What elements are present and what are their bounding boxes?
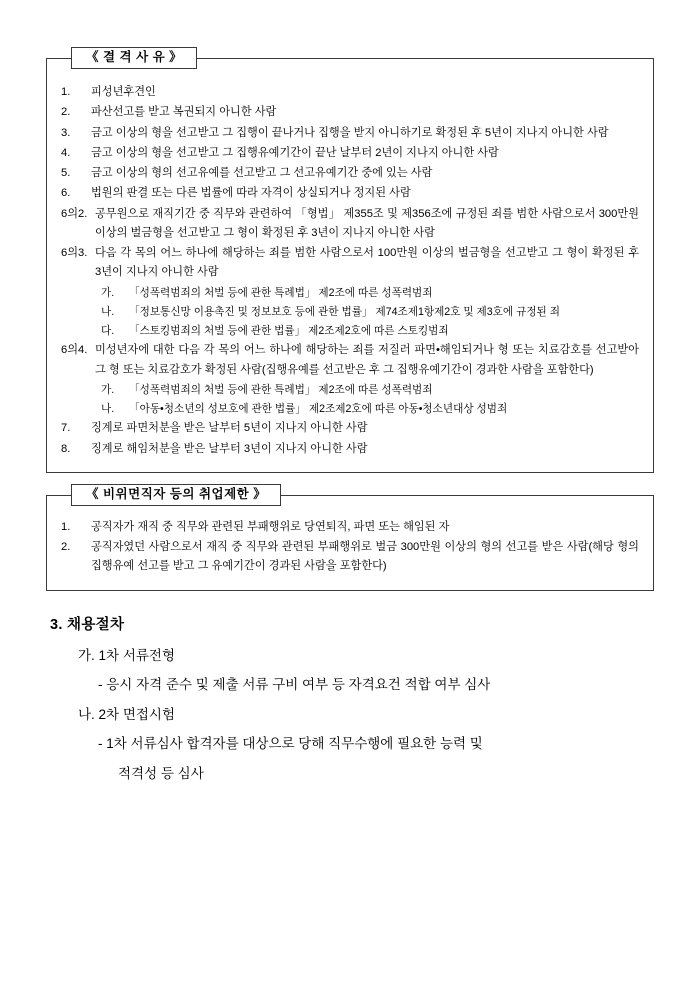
list-item: [61, 124, 639, 143]
sub-list-item-number: 나.: [101, 305, 115, 318]
list-item-text: 공직자가 재직 중 직무와 관련된 부패행위로 당연퇴직, 파면 또는 해임된 자: [91, 520, 450, 533]
list-item-text: 금고 이상의 형의 선고유예를 선고받고 그 선고유예기간 중에 있는 사람: [91, 167, 433, 180]
list-item-number: 3.: [61, 126, 71, 139]
list-item-text: 징계로 파면처분을 받은 날부터 5년이 지나지 아니한 사람: [91, 422, 368, 435]
sub-list-item-number: 다.: [101, 325, 115, 338]
list-item: [61, 164, 639, 183]
list-item-text: 미성년자에 대한 다음 각 목의 어느 하나에 해당하는 죄를 저질러 파면•해임되거나 형 또는 치료감호를 선고받아 그 형 또는 치료감호가 확정된 사람(집행유예를 선고받은 후 그 집행유예기간이 경과한 사람을 포함한다): [95, 344, 639, 376]
list-item-text: 금고 이상의 형을 선고받고 그 집행유예기간이 끝난 날부터 2년이 지나지 아니한 사람: [91, 146, 499, 159]
list-item: [61, 103, 639, 122]
sub-list-item: [61, 303, 639, 321]
list-item-number: 6의2.: [61, 207, 88, 220]
list-item-text: 공무원으로 재직기간 중 직무와 관련하여 「형법」 제355조 및 제356조에 규정된 죄를 범한 사람으로서 300만원 이상의 벌금형을 선고받고 그 형이 확정된 후 3년이 지나지 아니한 사람: [95, 207, 639, 239]
list-item: [61, 144, 639, 163]
list-item-number: 6의3.: [61, 247, 88, 260]
page-title: 3. 채용절차: [50, 616, 125, 633]
procedure-step-2-label: 나. 2차 면접시험: [78, 706, 176, 722]
list-item: [61, 83, 639, 102]
list-item-text: 징계로 해임처분을 받은 날부터 3년이 지나지 아니한 사람: [91, 442, 368, 455]
list-item-number: 2.: [61, 541, 71, 554]
list-item: [61, 341, 639, 380]
list-item-number: 1.: [61, 86, 71, 98]
list-item-text: 다음 각 목의 어느 하나에 해당하는 죄를 범한 사람으로서 100만원 이상의 벌금형을 선고받고 그 형이 확정된 후 3년이 지나지 아니한 사람: [95, 247, 639, 279]
list-item-text: 파산선고를 받고 복권되지 아니한 사람: [91, 106, 277, 119]
list-item: [61, 419, 639, 438]
sub-list-item: [61, 400, 639, 418]
procedure-step-2-detail-line2: 적격성 등 심사: [118, 766, 204, 782]
list-item-number: 6의4.: [61, 344, 88, 357]
list-item: [61, 244, 639, 283]
list-item-number: 4.: [61, 146, 71, 159]
list-item-number: 7.: [61, 422, 71, 435]
sub-list-item: [61, 381, 639, 399]
list-item: [61, 205, 639, 244]
list-item: [61, 518, 639, 537]
sub-list-item: [61, 322, 639, 340]
procedure-step-2-detail-line1: - 1차 서류심사 합격자를 대상으로 당해 직무수행에 필요한 능력 및: [98, 736, 483, 752]
sub-list-item-number: 가.: [101, 383, 115, 396]
disqualification-box-title: 《 결 격 사 유 》: [71, 47, 197, 69]
sub-list-item-text: 「스토킹범죄의 처벌 등에 관한 법률」 제2조제2호에 따른 스토킹범죄: [129, 325, 449, 338]
employment-restriction-box-title: 《 비위면직자 등의 취업제한 》: [71, 484, 281, 506]
list-item-number: 8.: [61, 442, 71, 455]
procedure-step-1-label: 가. 1차 서류전형: [78, 647, 176, 663]
list-item-number: 6.: [61, 187, 71, 200]
list-item: [61, 538, 639, 577]
list-item-text: 공직자였던 사람으로서 재직 중 직무와 관련된 부패행위로 벌금 300만원 이상의 형의 선고를 받은 사람(해당 형의 집행유예 선고를 받고 그 유예기간이 경과된 사람을 포함한다): [91, 541, 639, 573]
list-item-number: 1.: [61, 520, 71, 533]
sub-list-item-number: 가.: [101, 286, 115, 299]
procedure-step-1-detail: - 응시 자격 준수 및 제출 서류 구비 여부 등 자격요건 적합 여부 심사: [98, 677, 491, 693]
sub-list-item-text: 「성폭력범죄의 처벌 등에 관한 특례법」 제2조에 따른 성폭력범죄: [129, 383, 433, 396]
list-item-text: 피성년후견인: [91, 86, 156, 98]
sub-list-item-text: 「아동•청소년의 성보호에 관한 법률」 제2조제2호에 따른 아동•청소년대상 성범죄: [129, 403, 508, 416]
employment-restriction-box: [46, 486, 654, 591]
sub-list-item: [61, 284, 639, 302]
disqualification-box: [46, 50, 654, 473]
sub-list-item-text: 「정보통신망 이용촉진 및 정보보호 등에 관한 법률」 제74조제1항제2호 및 제3호에 규정된 죄: [129, 305, 560, 318]
sub-list-item-number: 나.: [101, 403, 115, 416]
list-item: [61, 440, 639, 459]
list-item-text: 금고 이상의 형을 선고받고 그 집행이 끝나거나 집행을 받지 아니하기로 확정된 후 5년이 지나지 아니한 사람: [91, 126, 609, 139]
list-item-number: 5.: [61, 167, 71, 180]
list-item: [61, 184, 639, 203]
sub-list-item-text: 「성폭력범죄의 처벌 등에 관한 특례법」 제2조에 따른 성폭력범죄: [129, 286, 433, 299]
list-item-number: 2.: [61, 106, 71, 119]
list-item-text: 법원의 판결 또는 다른 법률에 따라 자격이 상실되거나 정지된 사람: [91, 187, 411, 200]
